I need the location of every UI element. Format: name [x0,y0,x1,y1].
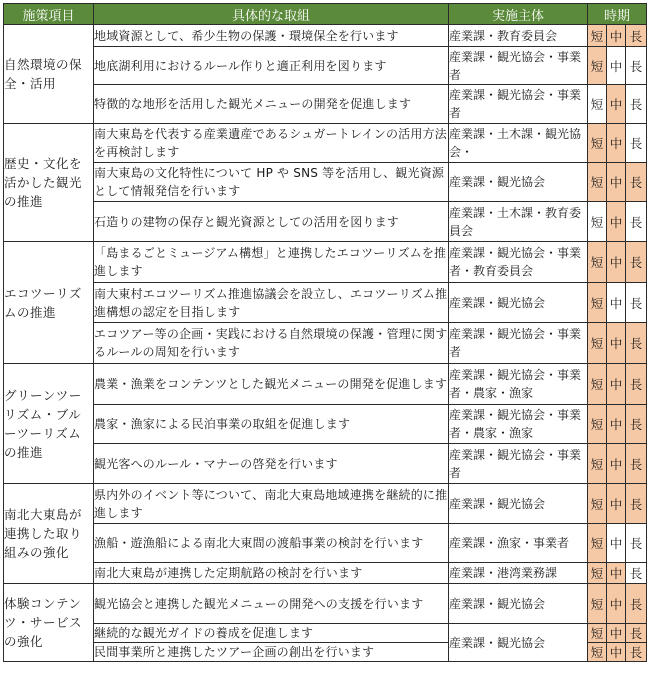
tourism-measures-table [3,3,647,662]
action-cell: 特徴的な地形を活用した観光メニューの開発を促進します [94,85,449,124]
action-cell: 地域資源として、希少生物の保護・環境保全を行います [94,25,449,47]
period-long-cell: 長 [626,484,647,524]
period-long-cell: 長 [626,563,647,584]
period-short-cell: 短 [588,624,607,643]
period-long-cell: 長 [626,405,647,444]
header-action: 具体的な取組 [94,4,449,25]
organization-cell: 産業課・観光協会・事業者 [449,85,588,124]
category-cell: エコツーリズムの推進 [4,242,94,364]
period-long-cell: 長 [626,524,647,563]
organization-cell: 産業課・教育委員会 [449,25,588,47]
organization-cell: 産業課・観光協会 [449,484,588,524]
table-body [4,25,647,662]
period-mid-cell: 中 [607,323,626,364]
table-row [4,484,647,524]
action-cell: 県内外のイベント等について、南北大東島地域連携を継続的に推進します [94,484,449,524]
period-mid-cell: 中 [607,283,626,323]
period-short-cell: 短 [588,124,607,163]
table-row [4,444,647,484]
category-cell: 自然環境の保全・活用 [4,25,94,124]
period-short-cell: 短 [588,524,607,563]
organization-cell: 産業課・土木課・教育委員会 [449,202,588,242]
period-long-cell: 長 [626,323,647,364]
period-long-cell: 長 [626,643,647,662]
table-row [4,364,647,405]
organization-cell: 産業課・観光協会 [449,584,588,624]
period-mid-cell: 中 [607,364,626,405]
organization-cell: 産業課・港湾業務課 [449,563,588,584]
period-short-cell: 短 [588,25,607,47]
period-short-cell: 短 [588,85,607,124]
period-long-cell: 長 [626,584,647,624]
action-cell: 漁船・遊漁船による南北大東間の渡船事業の検討を行います [94,524,449,563]
period-short-cell: 短 [588,364,607,405]
header-category: 施策項目 [4,4,94,25]
table-row [4,283,647,323]
period-mid-cell: 中 [607,202,626,242]
period-short-cell: 短 [588,163,607,202]
action-cell: 南大東村エコツーリズム推進協議会を設立し、エコツーリズム推進構想の認定を目指します [94,283,449,323]
period-short-cell: 短 [588,47,607,85]
period-short-cell: 短 [588,202,607,242]
action-cell: 民間事業所と連携したツアー企画の創出を行います [94,643,449,662]
action-cell: 石造りの建物の保存と観光資源としての活用を図ります [94,202,449,242]
action-cell: 地底湖利用におけるルール作りと適正利用を図ります [94,47,449,85]
table-row [4,624,647,643]
organization-cell: 産業課・観光協会 [449,624,588,662]
table-row [4,524,647,563]
category-cell: 歴史・文化を活かした観光の推進 [4,124,94,242]
period-long-cell: 長 [626,202,647,242]
organization-cell: 産業課・観光協会 [449,283,588,323]
period-short-cell: 短 [588,444,607,484]
period-long-cell: 長 [626,283,647,323]
table-row [4,202,647,242]
period-short-cell: 短 [588,563,607,584]
period-long-cell: 長 [626,85,647,124]
action-cell: 農家・漁家による民泊事業の取組を促進します [94,405,449,444]
period-short-cell: 短 [588,405,607,444]
table-row [4,563,647,584]
period-mid-cell: 中 [607,563,626,584]
table-row [4,124,647,163]
header-organization: 実施主体 [449,4,588,25]
period-long-cell: 長 [626,444,647,484]
period-long-cell: 長 [626,364,647,405]
period-short-cell: 短 [588,643,607,662]
period-mid-cell: 中 [607,124,626,163]
period-short-cell: 短 [588,323,607,364]
table-row [4,584,647,624]
action-cell: 観光客へのルール・マナーの啓発を行います [94,444,449,484]
period-mid-cell: 中 [607,624,626,643]
period-mid-cell: 中 [607,643,626,662]
period-mid-cell: 中 [607,405,626,444]
period-mid-cell: 中 [607,524,626,563]
action-cell: 南北大東島が連携した定期航路の検討を行います [94,563,449,584]
period-mid-cell: 中 [607,242,626,283]
period-long-cell: 長 [626,624,647,643]
organization-cell: 産業課・観光協会・事業者・農家・漁家 [449,405,588,444]
period-short-cell: 短 [588,283,607,323]
period-long-cell: 長 [626,163,647,202]
organization-cell: 産業課・観光協会・事業者 [449,444,588,484]
organization-cell: 産業課・観光協会 [449,163,588,202]
category-cell: 体験コンテンツ・サービスの強化 [4,584,94,662]
organization-cell: 産業課・土木課・観光協会・ [449,124,588,163]
table-row [4,323,647,364]
period-mid-cell: 中 [607,163,626,202]
table-row [4,25,647,47]
organization-cell: 産業課・漁家・事業者 [449,524,588,563]
table-row [4,85,647,124]
action-cell: 継続的な観光ガイドの養成を促進します [94,624,449,643]
period-long-cell: 長 [626,124,647,163]
period-mid-cell: 中 [607,484,626,524]
category-cell: 南北大東島が連携した取り組みの強化 [4,484,94,584]
action-cell: 南大東島の文化特性について HP や SNS 等を活用し、観光資源として情報発信を行います [94,163,449,202]
table-row [4,405,647,444]
table-row [4,47,647,85]
action-cell: 観光協会と連携した観光メニューの開発への支援を行います [94,584,449,624]
period-long-cell: 長 [626,25,647,47]
table-row [4,242,647,283]
action-cell: 農業・漁業をコンテンツとした観光メニューの開発を促進します [94,364,449,405]
organization-cell: 産業課・観光協会・事業者・教育委員会 [449,242,588,283]
organization-cell: 産業課・観光協会・事業者・農家・漁家 [449,364,588,405]
organization-cell: 産業課・観光協会・事業者 [449,323,588,364]
period-long-cell: 長 [626,242,647,283]
organization-cell: 産業課・観光協会・事業者 [449,47,588,85]
action-cell: エコツアー等の企画・実践における自然環境の保護・管理に関するルールの周知を行います [94,323,449,364]
period-mid-cell: 中 [607,444,626,484]
period-mid-cell: 中 [607,25,626,47]
header-row [4,4,647,25]
header-period: 時期 [588,4,647,25]
period-short-cell: 短 [588,584,607,624]
action-cell: 「島まるごとミュージアム構想」と連携したエコツーリズムを推進します [94,242,449,283]
period-short-cell: 短 [588,242,607,283]
period-mid-cell: 中 [607,47,626,85]
table-row [4,163,647,202]
period-mid-cell: 中 [607,584,626,624]
period-short-cell: 短 [588,484,607,524]
action-cell: 南大東島を代表する産業遺産であるシュガートレインの活用方法を再検討します [94,124,449,163]
period-long-cell: 長 [626,47,647,85]
category-cell: グリーンツーリズム・ブルーツーリズムの推進 [4,364,94,484]
period-mid-cell: 中 [607,85,626,124]
